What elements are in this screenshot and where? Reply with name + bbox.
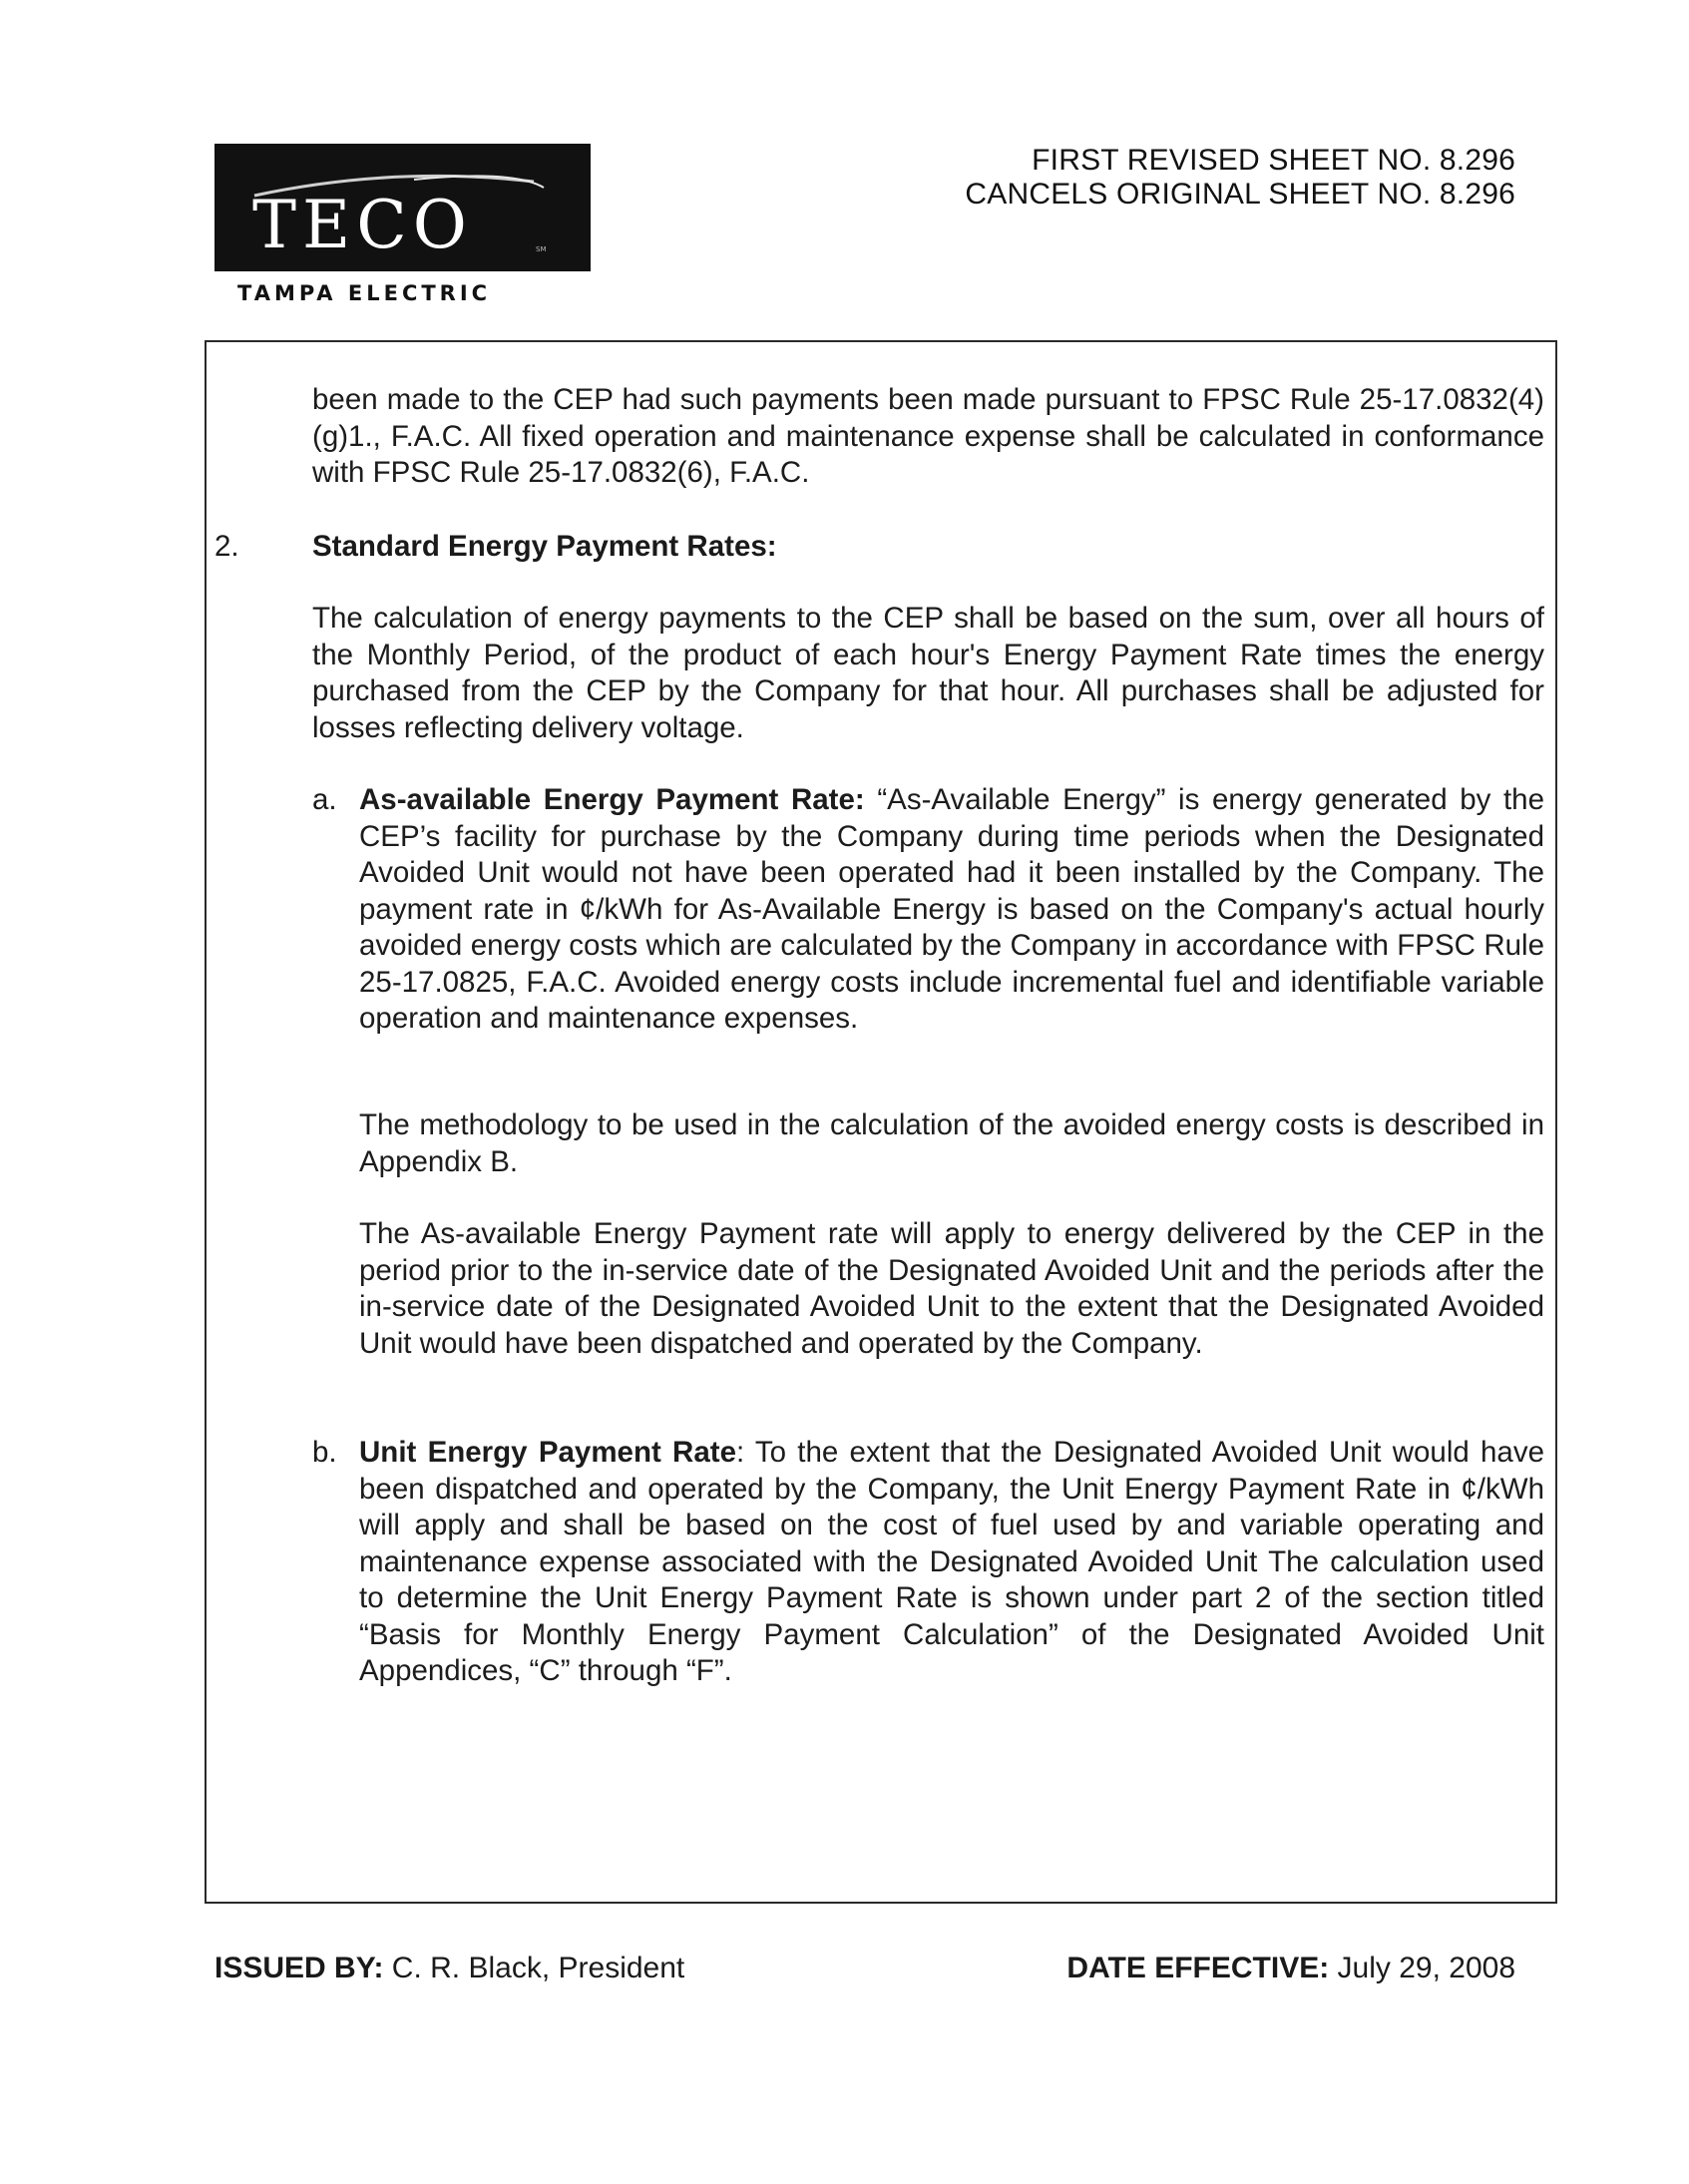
svg-text:SM: SM xyxy=(536,245,547,253)
company-logo xyxy=(214,144,591,271)
cancels-sheet-number: CANCELS ORIGINAL SHEET NO. 8.296 xyxy=(965,178,1515,211)
section-number: 2. xyxy=(214,530,239,563)
item-a-heading: As-available Energy Payment Rate: xyxy=(359,783,865,816)
item-b-paragraph xyxy=(359,1435,1544,1690)
item-a-letter: a. xyxy=(312,783,337,816)
date-effective xyxy=(1066,1951,1515,1986)
issued-by xyxy=(214,1951,684,1986)
item-a-paragraph xyxy=(359,782,1544,1038)
date-effective-value: July 29, 2008 xyxy=(1329,1952,1515,1984)
teco-logo-icon xyxy=(214,144,591,271)
item-a-paragraph-2: The methodology to be used in the calculation of the avoided energy costs is described in Appendix B. xyxy=(359,1108,1544,1178)
intro-paragraph: been made to the CEP had such payments been made pursuant to FPSC Rule 25-17.0832(4)(g)1., F.A.C. All fixed operation and maintenance expense shall be calculated in conformance with FPSC Rule 25-17.0832(6), F.A.C. xyxy=(312,383,1544,489)
date-effective-label: DATE EFFECTIVE: xyxy=(1066,1952,1330,1984)
issued-by-label: ISSUED BY: xyxy=(214,1952,384,1984)
item-a-text: “As-Available Energy” is energy generated by the CEP’s facility for purchase by the Company during time periods when the Designated Avoided Unit would not have been operated had it been installed by the Company. The payment rate in ¢/kWh for As-Available Energy is based on the Company's actual hourly avoided energy costs which are calculated by the Company in accordance with FPSC Rule 25-17.0825, F.A.C. Avoided energy costs include incremental fuel and identifiable variable operation and maintenance expenses. xyxy=(359,783,1544,1035)
sheet-number-block xyxy=(965,144,1515,212)
sheet-number: FIRST REVISED SHEET NO. 8.296 xyxy=(1032,144,1515,177)
item-b-letter: b. xyxy=(312,1436,337,1469)
logo-wordmark: TECO xyxy=(252,187,473,263)
item-b-heading: Unit Energy Payment Rate xyxy=(359,1436,736,1469)
logo-subtitle: TAMPA ELECTRIC xyxy=(237,281,492,305)
issued-by-value: C. R. Black, President xyxy=(383,1952,685,1984)
item-b-text: : To the extent that the Designated Avoided Unit would have been dispatched and operated by the Company, the Unit Energy Payment Rate in ¢/kWh will apply and shall be based on the cost of fuel used by and variable operating and maintenance expense associated with the Designated Avoided Unit The calculation used to determine the Unit Energy Payment Rate is shown under part 2 of the section titled “Basis for Monthly Energy Payment Calculation” of the Designated Avoided Unit Appendices, “C” through “F”. xyxy=(359,1436,1544,1687)
section-paragraph: The calculation of energy payments to the CEP shall be based on the sum, over all hours of the Monthly Period, of the product of each hour's Energy Payment Rate times the energy purchased from the CEP by the Company for that hour. All purchases shall be adjusted for losses reflecting delivery voltage. xyxy=(312,602,1544,744)
section-title: Standard Energy Payment Rates: xyxy=(312,530,777,563)
item-a-paragraph-3: The As-available Energy Payment rate will apply to energy delivered by the CEP in the period prior to the in-service date of the Designated Avoided Unit and the periods after the in-service date of the Designated Avoided Unit to the extent that the Designated Avoided Unit would have been dispatched and operated by the Company. xyxy=(359,1217,1544,1360)
